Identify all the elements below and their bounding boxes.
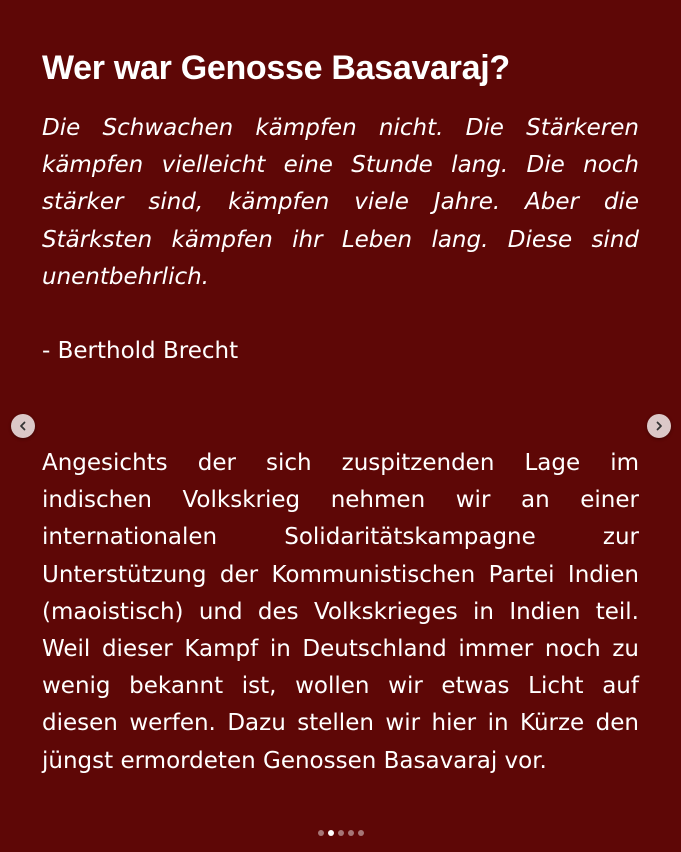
- pagination-dot[interactable]: [318, 830, 324, 836]
- carousel-next-button[interactable]: [647, 414, 671, 438]
- post-title: Wer war Genosse Basavaraj?: [42, 49, 510, 87]
- quote-author: - Berthold Brecht: [42, 338, 239, 364]
- body-paragraph: Angesichts der sich zuspitzenden Lage im indischen Volkskrieg nehmen wir an einer internationalen Solidaritätskampagne zur Unterstützung der Kommunistischen Partei Indien (maoistisch) und des Volkskrieges in Indien teil. Weil dieser Kampf in Deutschland immer noch zu wenig bekannt ist, wollen wir etwas Licht auf diesen werfen. Dazu stellen wir hier in Kürze den jüngst ermordeten Genossen Basavaraj vor.: [42, 450, 639, 774]
- chevron-right-icon: [653, 420, 665, 432]
- quote-text: Die Schwachen kämpfen nicht. Die Stärkeren kämpfen vielleicht eine Stunde lang. Die noch stärker sind, kämpfen viele Jahre. Aber die Stärksten kämpfen ihr Leben lang. Diese sind unentbehrlich.: [42, 115, 639, 290]
- carousel-prev-button[interactable]: [11, 414, 35, 438]
- chevron-left-icon: [17, 420, 29, 432]
- pagination-dot[interactable]: [348, 830, 354, 836]
- pagination-dot[interactable]: [358, 830, 364, 836]
- pagination-dot[interactable]: [328, 830, 334, 836]
- pagination-dot[interactable]: [338, 830, 344, 836]
- carousel-pagination: [0, 830, 681, 836]
